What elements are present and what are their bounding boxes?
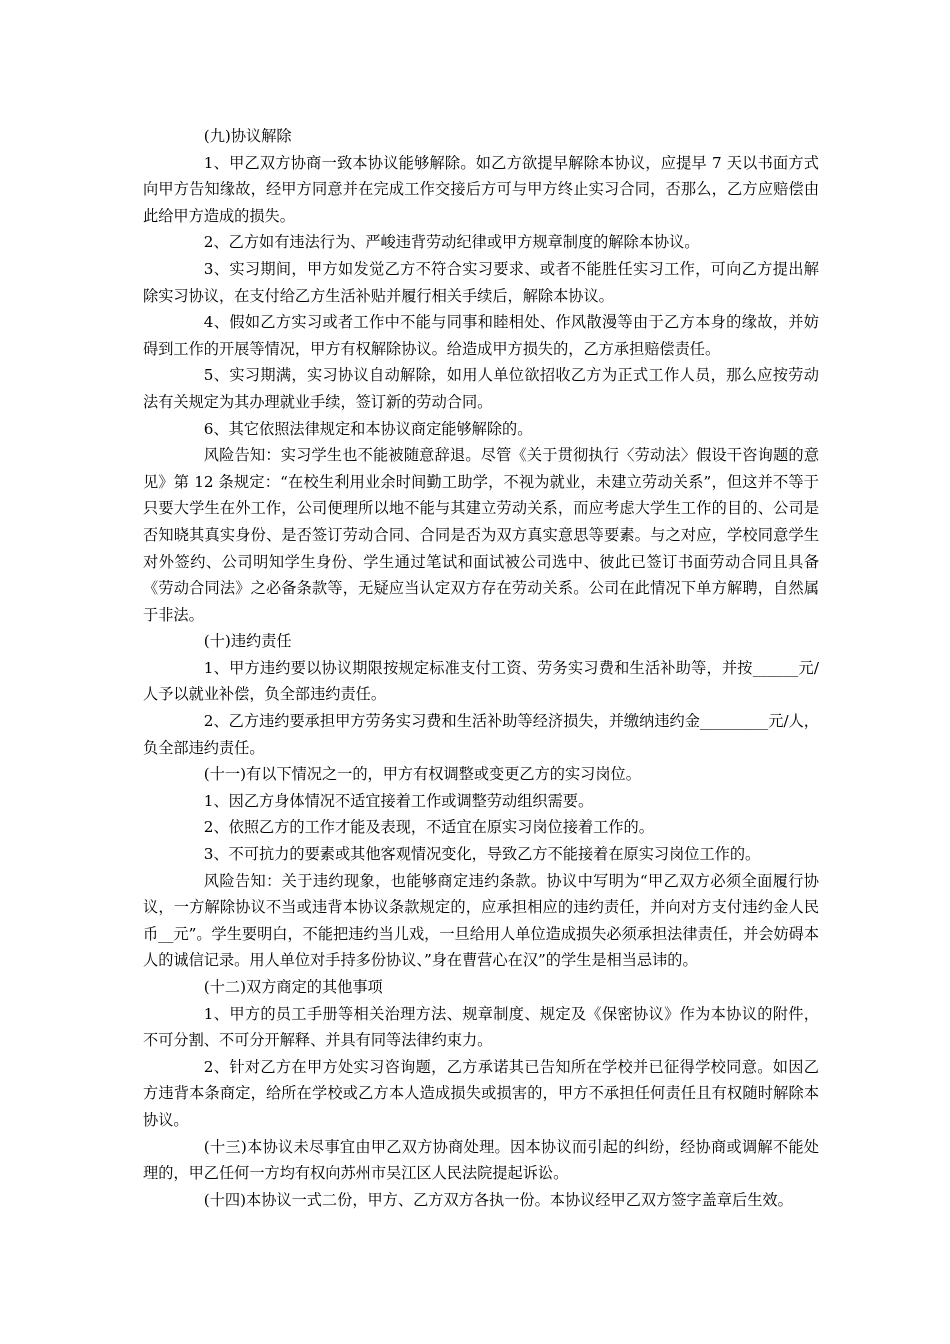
clause-9-2: 2、乙方如有违法行为、严峻违背劳动纪律或甲方规章制度的解除本协议。 — [203, 233, 700, 252]
clause-9-4: 4、假如乙方实习或者工作中不能与同事和睦相处、作风散漫等由于乙方本身的缘故，并妨碍到工作的开展等情况，甲方有权解除协议。给造成甲方损失的，乙方承担赔偿责任。 — [143, 313, 819, 358]
clause-12-2: 2、针对乙方在甲方处实习咨询题，乙方承诺其已告知所在学校并已征得学校同意。如因乙方违背本条商定，给所在学校或乙方本人造成损失或损害的，甲方不承担任何责任且有权随时解除本协议。 — [143, 1057, 819, 1129]
clause-9-5: 5、实习期满，实习协议自动解除，如用人单位欲招收乙方为正式工作人员，那么应按劳动法有关规定为其办理就业手续，签订新的劳动合同。 — [143, 366, 819, 411]
clause-9-6: 6、其它依照法律规定和本协议商定能够解除的。 — [203, 419, 533, 438]
heading-section-12: (十二)双方商定的其他事项 — [203, 978, 383, 996]
risk-notice-2: 风险告知：关于违约现象，也能够商定违约条款。协议中写明为“甲乙双方必须全面履行协议，一方解除协议不当或违背本协议条款规定的，应承担相应的违约责任，并向对方支付违约金人民币__元”。学生要明白，不能把违约当儿戏，一旦给用人单位造成损失必须承担法律责任，并会妨碍本人的诚信记录。用人单位对手持多份协议、”身在曹营心在汉”的学生是相当忌讳的。 — [143, 871, 820, 970]
section-13: (十三)本协议未尽事宜由甲乙双方协商处理。因本协议而引起的纠纷，经协商或调解不能处理的，甲乙任何一方均有权向苏州市吴江区人民法院提起诉讼。 — [143, 1137, 819, 1183]
clause-9-3: 3、实习期间，甲方如发觉乙方不符合实习要求、或者不能胜任实习工作，可向乙方提出解除实习协议，在支付给乙方生活补贴并履行相关手续后，解除本协议。 — [143, 259, 819, 305]
section-14: (十四)本协议一式二份，甲方、乙方双方各执一份。本协议经甲乙双方签字盖章后生效。 — [203, 1190, 793, 1209]
clause-11-2: 2、依照乙方的工作才能及表现，不适宜在原实习岗位接着工作的。 — [203, 818, 654, 837]
clause-9-1: 1、甲乙双方协商一致本协议能够解除。如乙方欲提早解除本协议，应提早 7 天以书面方式向甲方告知缘故，经甲方同意并在完成工作交接后方可与甲方终止实习合同，否那么，乙方应赔偿由此给甲方造成的损失。 — [143, 153, 819, 225]
heading-section-9: (九)协议解除 — [203, 127, 292, 145]
heading-section-11: (十一)有以下情况之一的，甲方有权调整或变更乙方的实习岗位。 — [203, 765, 641, 784]
clause-11-3: 3、不可抗力的要素或其他客观情况变化，导致乙方不能接着在原实习岗位工作的。 — [203, 845, 761, 864]
clause-10-1: 1、甲方违约要以协议期限按规定标准支付工资、劳务实习费和生活补助等，并按______元/人予以就业补偿，负全部违约责任。 — [143, 658, 819, 704]
heading-section-10: (十)违约责任 — [203, 632, 292, 651]
clause-12-1: 1、甲方的员工手册等相关治理方法、规章制度、规定及《保密协议》作为本协议的附件，不可分割、不可分开解释、并具有同等法律约束力。 — [143, 1004, 819, 1050]
clause-11-1: 1、因乙方身体情况不适宜接着工作或调整劳动组织需要。 — [203, 791, 594, 810]
clause-10-2: 2、乙方违约要承担甲方劳务实习费和生活补助等经济损失，并缴纳违约金_________元/人，负全部违约责任。 — [143, 712, 819, 757]
document-page — [143, 123, 819, 1213]
risk-notice-1: 风险告知：实习学生也不能被随意辞退。尽管《关于贯彻执行〈劳动法〉假设干咨询题的意见》第 12 条规定：“在校生利用业余时间勤工助学，不视为就业，未建立劳动关系”，但这并不等于只要大学生在外工作，公司便理所以地不能与其建立劳动关系，而应考虑大学生工作的目的、公司是否知晓其真实身份、是否签订劳动合同、合同是否为双方真实意思等要素。与之对应，学校同意学生对外签约、公司明知学生身份、学生通过笔试和面试被公司选中、彼此已签订书面劳动合同且具备《劳动合同法》之必备条款等，无疑应当认定双方存在劳动关系。公司在此情况下单方解聘，自然属于非法。 — [143, 446, 819, 624]
